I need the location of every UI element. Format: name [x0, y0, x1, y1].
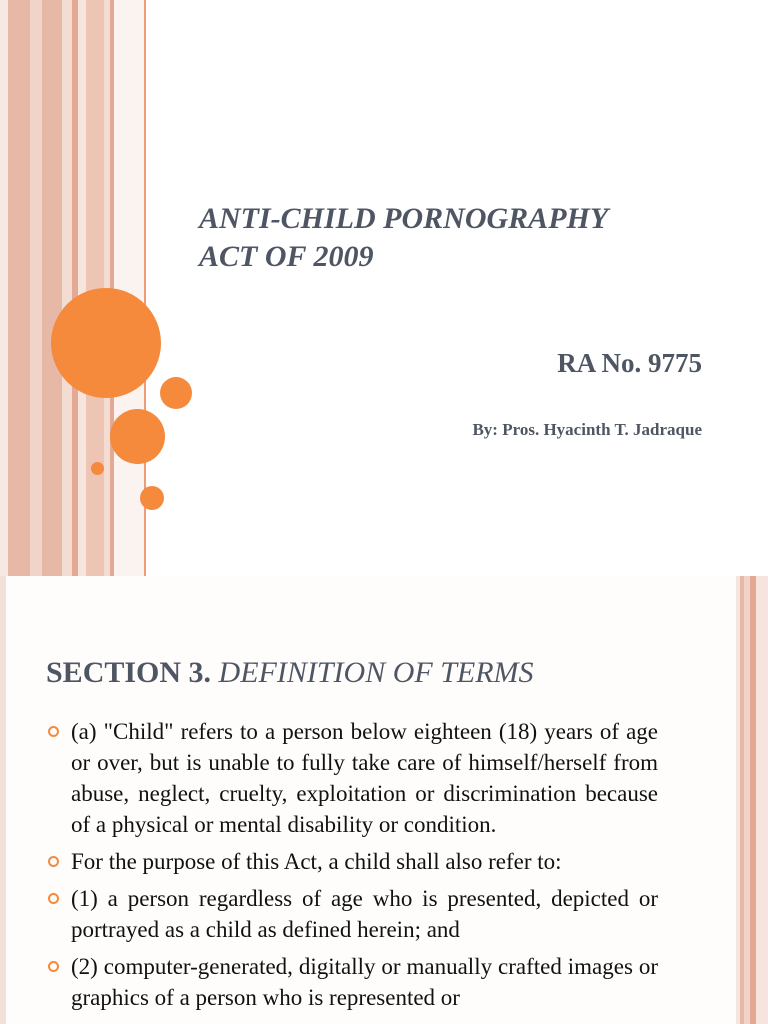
- decorative-circle-small: [140, 486, 164, 510]
- section-label: SECTION 3.: [46, 656, 212, 689]
- decorative-circle-large: [51, 288, 161, 398]
- bullet-ring-icon: [48, 856, 59, 867]
- decorative-stripe: [0, 576, 6, 1024]
- list-item: [46, 883, 658, 945]
- slide-title-line-1: ANTI-CHILD PORNOGRAPHY: [199, 202, 609, 235]
- decorative-stripe: [0, 0, 8, 576]
- decorative-stripe: [62, 0, 72, 576]
- bullet-ring-icon: [48, 961, 59, 972]
- decorative-circle-tiny: [91, 462, 104, 475]
- list-item-text: (2) computer-generated, digitally or manually crafted images or graphics of a person who is represented or: [71, 954, 658, 1010]
- decorative-stripe: [42, 0, 62, 576]
- slide-title: [199, 200, 719, 276]
- list-item-text: (a) "Child" refers to a person below eighteen (18) years of age or over, but is unable to fully take care of himself/herself from abuse, neglect, cruelty, exploitation or discrimination because of a physical or mental disability or condition.: [71, 719, 658, 837]
- ra-number: RA No. 9775: [557, 348, 702, 378]
- bullet-ring-icon: [48, 726, 59, 737]
- section-name: DEFINITION OF TERMS: [218, 656, 534, 689]
- list-item-text: (1) a person regardless of age who is presented, depicted or portrayed as a child as defined herein; and: [71, 886, 658, 942]
- bullet-ring-icon: [48, 893, 59, 904]
- decorative-stripe: [8, 0, 30, 576]
- slide-title-line-2: ACT OF 2009: [199, 240, 374, 273]
- decorative-stripe: [756, 576, 768, 1024]
- decorative-circle-medium: [110, 409, 165, 464]
- decorative-circle-small: [160, 377, 192, 409]
- decorative-stripe: [114, 0, 144, 576]
- list-item: [46, 846, 658, 877]
- list-item: [46, 716, 658, 840]
- definitions-slide: [0, 576, 768, 1024]
- definition-list: [46, 716, 658, 1019]
- list-item: [46, 951, 658, 1013]
- decorative-stripe: [78, 0, 86, 576]
- section-heading: [46, 656, 534, 690]
- decorative-stripe: [30, 0, 42, 576]
- author-byline: By: Pros. Hyacinth T. Jadraque: [472, 420, 702, 439]
- list-item-text: For the purpose of this Act, a child shall also refer to:: [71, 849, 562, 874]
